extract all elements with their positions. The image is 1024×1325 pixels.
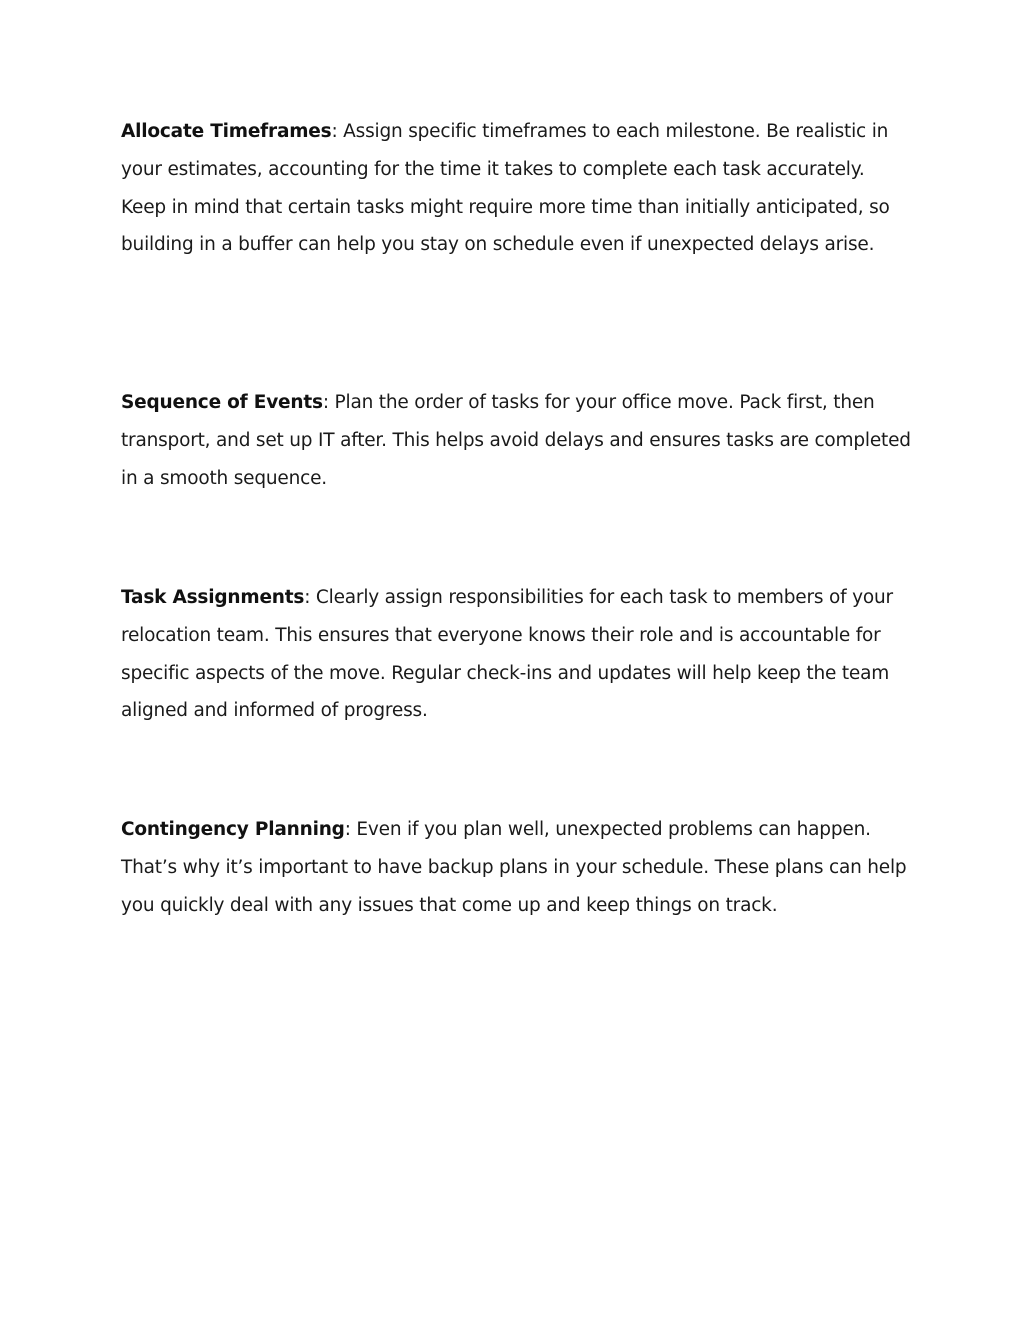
- paragraph-sequence-of-events: [121, 384, 911, 497]
- paragraph-body: : Even if you plan well, unexpected problems can happen. That’s why it’s important to have backup plans in your schedule. These plans can help you quickly deal with any issues that come up and keep things on track.: [121, 819, 907, 916]
- paragraph-body: : Clearly assign responsibilities for each task to members of your relocation team. This ensures that everyone knows their role and is accountable for specific aspects of the move. Regular check-ins and updates will help keep the team aligned and informed of progress.: [121, 587, 893, 722]
- term-heading: Task Assignments: [121, 587, 305, 608]
- paragraph-body: : Assign specific timeframes to each milestone. Be realistic in your estimates, accounting for the time it takes to complete each task accurately. Keep in mind that certain tasks might require more time than initially anticipated, so building in a buffer can help you stay on schedule even if unexpected delays arise.: [121, 121, 890, 256]
- term-heading: Sequence of Events: [121, 392, 323, 413]
- term-heading: Contingency Planning: [121, 819, 345, 840]
- paragraph-contingency-planning: [121, 811, 911, 924]
- paragraph-task-assignments: [121, 579, 911, 730]
- paragraph-body: : Plan the order of tasks for your office move. Pack first, then transport, and set up IT after. This helps avoid delays and ensures tasks are completed in a smooth sequence.: [121, 392, 911, 489]
- paragraph-allocate-timeframes: [121, 113, 911, 264]
- term-heading: Allocate Timeframes: [121, 121, 332, 142]
